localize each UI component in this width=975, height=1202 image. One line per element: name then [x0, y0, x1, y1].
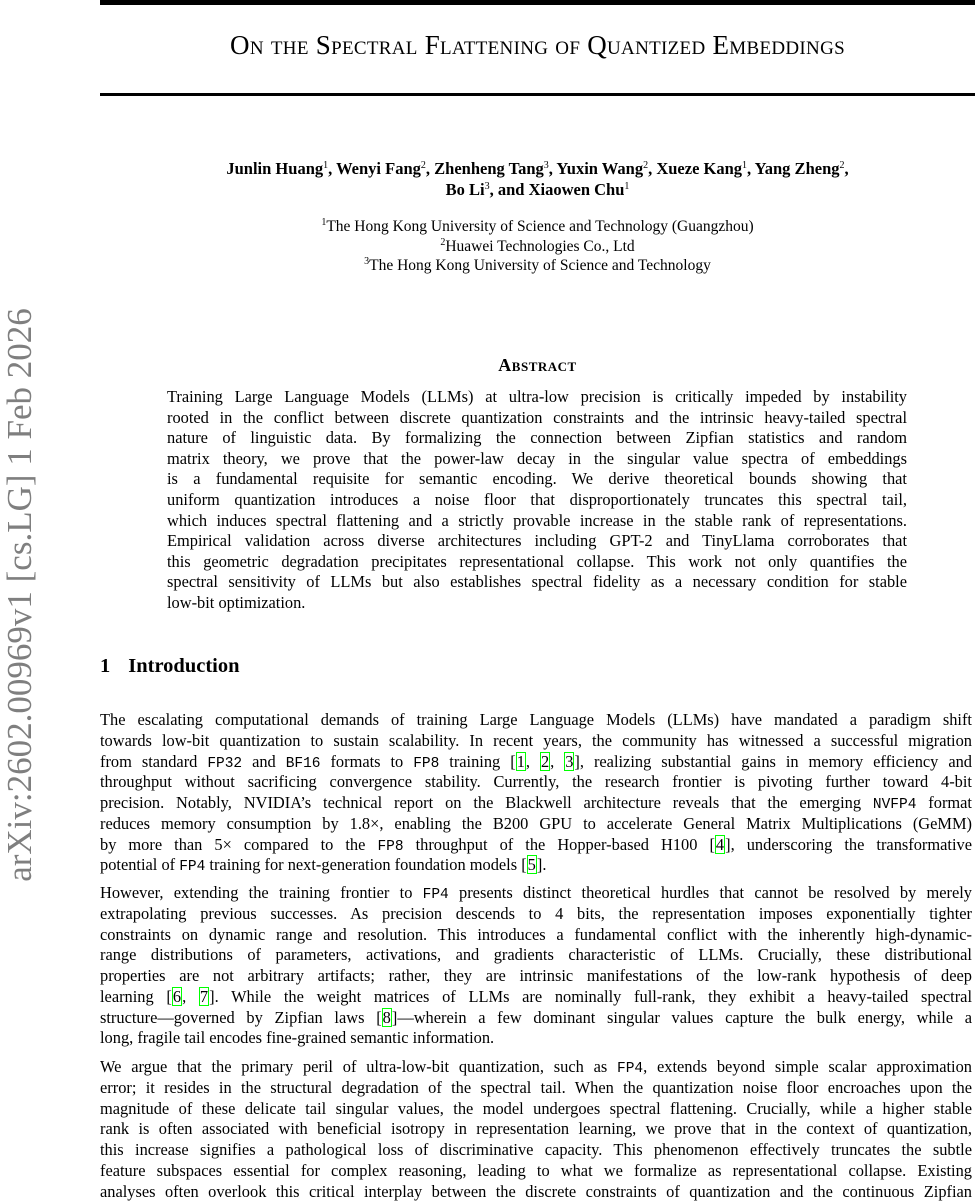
citation-link[interactable]: 1 [516, 752, 526, 771]
affiliation-mark: 2 [840, 160, 845, 171]
author-name: Yang Zheng [755, 159, 840, 178]
affiliation [100, 256, 975, 276]
text-line: range distributions of parameters, activations, and gradients characteristic of LLMs. Crucially, these distributional [100, 945, 972, 966]
text-line: towards low-bit quantization to sustain scalability. In recent years, the community has witnessed a successful migration [100, 731, 972, 752]
text-line: this geometric degradation precipitates representational collapse. This work not only quantifies the [167, 552, 907, 573]
code-term: FP32 [207, 756, 242, 772]
text-line: The escalating computational demands of training Large Language Models (LLMs) have mandated a paradigm shift [100, 710, 972, 731]
text-line: extrapolating previous successes. As precision descends to 4 bits, the representation imposes exponentially tighter [100, 904, 972, 925]
paragraph [100, 710, 972, 876]
abstract-heading: Abstract [100, 355, 975, 376]
title-rule [100, 93, 975, 96]
author-name: Bo Li [446, 180, 485, 199]
section-heading [100, 655, 240, 678]
text-line: matrix theory, we prove that the power-law decay in the singular value spectra of embeddings [167, 449, 907, 470]
citation-link[interactable]: 6 [172, 987, 182, 1006]
text-line: from standard FP32 and BF16 formats to FP8 training [1, 2, 3], realizing substantial gains in memory efficiency and [100, 752, 972, 773]
text-line: magnitude of these delicate tail singular values, the model undergoes spectral flattening. Crucially, while a higher stable [100, 1099, 972, 1120]
text-line: We argue that the primary peril of ultra-low-bit quantization, such as FP4, extends beyond simple scalar approximation [100, 1057, 972, 1078]
affiliation-name: The Hong Kong University of Science and Technology (Guangzhou) [326, 218, 753, 235]
author-name: Wenyi Fang [336, 159, 421, 178]
abstract-text [167, 387, 907, 614]
affiliation-mark: 3 [364, 256, 369, 267]
affiliation-mark: 2 [440, 237, 445, 248]
code-term: FP4 [423, 887, 449, 903]
text-line: potential of FP4 training for next-generation foundation models [5]. [100, 855, 972, 876]
affiliation-mark: 3 [485, 181, 490, 192]
author-list: Junlin Huang$^1$, Wenyi Fang$^2$, Zhenheng Tang$^3$, Yuxin Wang$^2$, Xueze Kang$^1$, Yang Zheng$^2$, Bo Li$^3$, and Xiaowen Chu$^1$ [100, 158, 975, 200]
text-line: is a fundamental requisite for semantic encoding. We derive theoretical bounds showing that [167, 469, 907, 490]
text-line: spectral sensitivity of LLMs but also establishes spectral fidelity as a necessary condition for stable [167, 572, 907, 593]
code-term: NVFP4 [873, 797, 917, 813]
paragraph [100, 883, 972, 1049]
section-number: 1 [100, 655, 110, 677]
affiliation [100, 217, 975, 237]
text-line: Empirical validation across diverse architectures including GPT-2 and TinyLlama corroborates that [167, 531, 907, 552]
text-line: by more than 5× compared to the FP8 throughput of the Hopper-based H100 [4], underscoring the transformative [100, 835, 972, 856]
text-line: Training Large Language Models (LLMs) at ultra-low precision is critically impeded by instability [167, 387, 907, 408]
code-term: FP4 [179, 859, 205, 875]
citation-link[interactable]: 7 [199, 987, 209, 1006]
code-term: FP8 [377, 839, 403, 855]
author-name: Junlin Huang [226, 159, 323, 178]
affiliation-mark: 3 [544, 160, 549, 171]
citation-link[interactable]: 5 [527, 855, 537, 874]
text-line: which induces spectral flattening and a strictly provable increase in the stable rank of representations. [167, 511, 907, 532]
author-name: Yuxin Wang [556, 159, 643, 178]
paragraph [100, 1057, 972, 1202]
citation-link[interactable]: 3 [564, 752, 574, 771]
paper-title: On the Spectral Flattening of Quantized Embeddings [100, 30, 975, 61]
affiliation-mark: 1 [323, 160, 328, 171]
author-name: Zhenheng Tang [434, 159, 544, 178]
text-line: reduces memory consumption by 1.8×, enabling the B200 GPU to accelerate General Matrix Multiplications (GeMM) [100, 814, 972, 835]
affiliation-mark: 2 [643, 160, 648, 171]
affiliation-mark: 2 [421, 160, 426, 171]
citation-link[interactable]: 2 [540, 752, 550, 771]
text-line: throughput without sacrificing convergence stability. Currently, the research frontier is pivoting further toward 4-bit [100, 772, 972, 793]
text-line: feature subspaces essential for complex reasoning, leading to what we formalize as representational collapse. Existing [100, 1161, 972, 1182]
text-line: structure—governed by Zipfian laws [8]—wherein a few dominant singular values capture the bulk energy, while a [100, 1008, 972, 1029]
text-line: constraints on dynamic range and resolution. This introduces a fundamental conflict with the inherently high-dynamic- [100, 925, 972, 946]
arxiv-stamp: arXiv:2602.00969v1 [cs.LG] 1 Feb 2026 [0, 275, 40, 915]
affiliation-list [100, 217, 975, 276]
text-line: rank is often associated with beneficial isotropy in representation learning, we prove that in the context of quantization, [100, 1119, 972, 1140]
text-line: properties are not arbitrary artifacts; rather, they are intrinsic manifestations of the low-rank hypothesis of deep [100, 966, 972, 987]
text-line: precision. Notably, NVIDIA’s technical report on the Blackwell architecture reveals that the emerging NVFP4 format [100, 793, 972, 814]
author-name: Xueze Kang [656, 159, 742, 178]
text-line: long, fragile tail encodes fine-grained semantic information. [100, 1028, 972, 1049]
affiliation [100, 237, 975, 257]
citation-link[interactable]: 4 [715, 835, 725, 854]
text-line: this increase signifies a pathological loss of discriminative capacity. This phenomenon effectively truncates the subtle [100, 1140, 972, 1161]
code-term: FP8 [413, 756, 439, 772]
citation-link[interactable]: 8 [382, 1008, 392, 1027]
code-term: BF16 [286, 756, 321, 772]
text-line: error; it resides in the structural degradation of the spectral tail. When the quantization noise floor encroaches upon the [100, 1078, 972, 1099]
top-rule [100, 0, 975, 5]
affiliation-mark: 1 [321, 217, 326, 228]
affiliation-mark: 1 [742, 160, 747, 171]
text-line: learning [6, 7]. While the weight matrices of LLMs are nominally full-rank, they exhibit a heavy-tailed spectral [100, 987, 972, 1008]
text-line: rooted in the conflict between discrete quantization constraints and the intrinsic heavy-tailed spectral [167, 408, 907, 429]
text-line: uniform quantization introduces a noise floor that disproportionately truncates this spectral tail, [167, 490, 907, 511]
affiliation-name: The Hong Kong University of Science and Technology [369, 257, 711, 274]
section-title: Introduction [128, 655, 239, 677]
code-term: FP4 [617, 1061, 643, 1077]
text-line: nature of linguistic data. By formalizing the connection between Zipfian statistics and random [167, 428, 907, 449]
text-line: low-bit optimization. [167, 593, 907, 614]
text-line: However, extending the training frontier to FP4 presents distinct theoretical hurdles that cannot be resolved by merely [100, 883, 972, 904]
author-name: Xiaowen Chu [529, 180, 625, 199]
affiliation-name: Huawei Technologies Co., Ltd [445, 238, 634, 255]
text-line: analyses often overlook this critical interplay between the discrete constraints of quantization and the continuous Zipfian [100, 1182, 972, 1202]
affiliation-mark: 1 [624, 181, 629, 192]
